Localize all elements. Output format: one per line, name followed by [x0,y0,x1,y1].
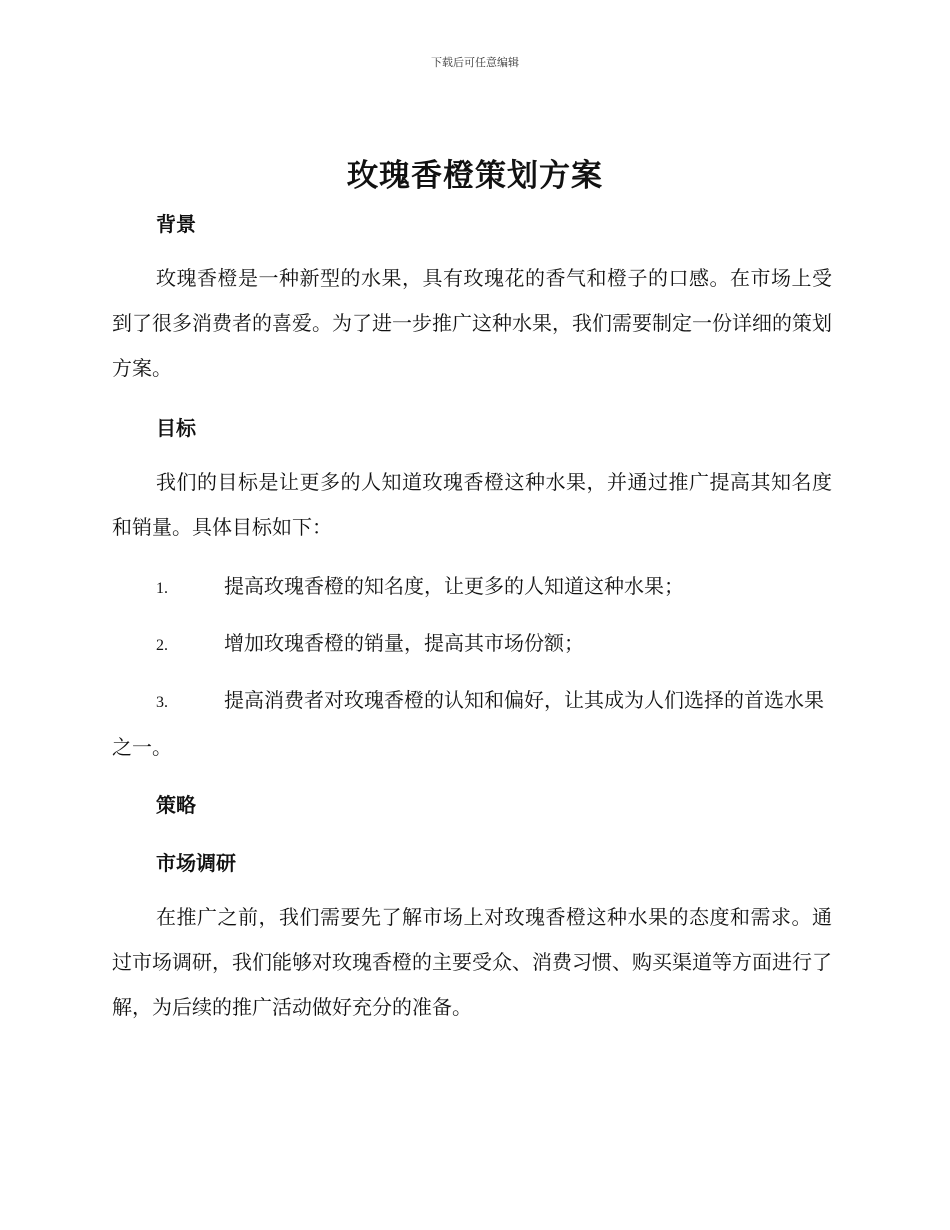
paragraph-goal: 我们的目标是让更多的人知道玫瑰香橙这种水果，并通过推广提高其知名度和销量。具体目标如下： [112,470,832,539]
list-item-text: 提高玫瑰香橙的知名度，让更多的人知道这种水果； [224,574,684,598]
list-item [112,621,832,668]
section-heading-goal: 目标 [156,416,196,440]
paragraph-background: 玫瑰香橙是一种新型的水果，具有玫瑰花的香气和橙子的口感。在市场上受到了很多消费者的喜爱。为了进一步推广这种水果，我们需要制定一份详细的策划方案。 [112,266,832,380]
header-note: 下载后可任意编辑 [431,56,519,69]
list-item-text: 提高消费者对玫瑰香橙的认知和偏好，让其成为人们选择的首选水果之一。 [112,688,824,759]
paragraph-market-research: 在推广之前，我们需要先了解市场上对玫瑰香橙这种水果的态度和需求。通过市场调研，我们能够对玫瑰香橙的主要受众、消费习惯、购买渠道等方面进行了解，为后续的推广活动做好充分的准备。 [112,905,832,1019]
section-heading-strategy: 策略 [156,793,196,817]
list-item-number: 3. [156,694,168,711]
list-item [112,678,832,770]
sub-heading-market-research: 市场调研 [156,851,236,875]
document-title: 玫瑰香橙策划方案 [347,158,603,194]
list-item-number: 1. [156,580,168,597]
section-heading-background: 背景 [156,212,196,236]
list-item-text: 增加玫瑰香橙的销量，提高其市场份额； [224,631,584,655]
list-item [112,564,832,611]
list-item-number: 2. [156,637,168,654]
